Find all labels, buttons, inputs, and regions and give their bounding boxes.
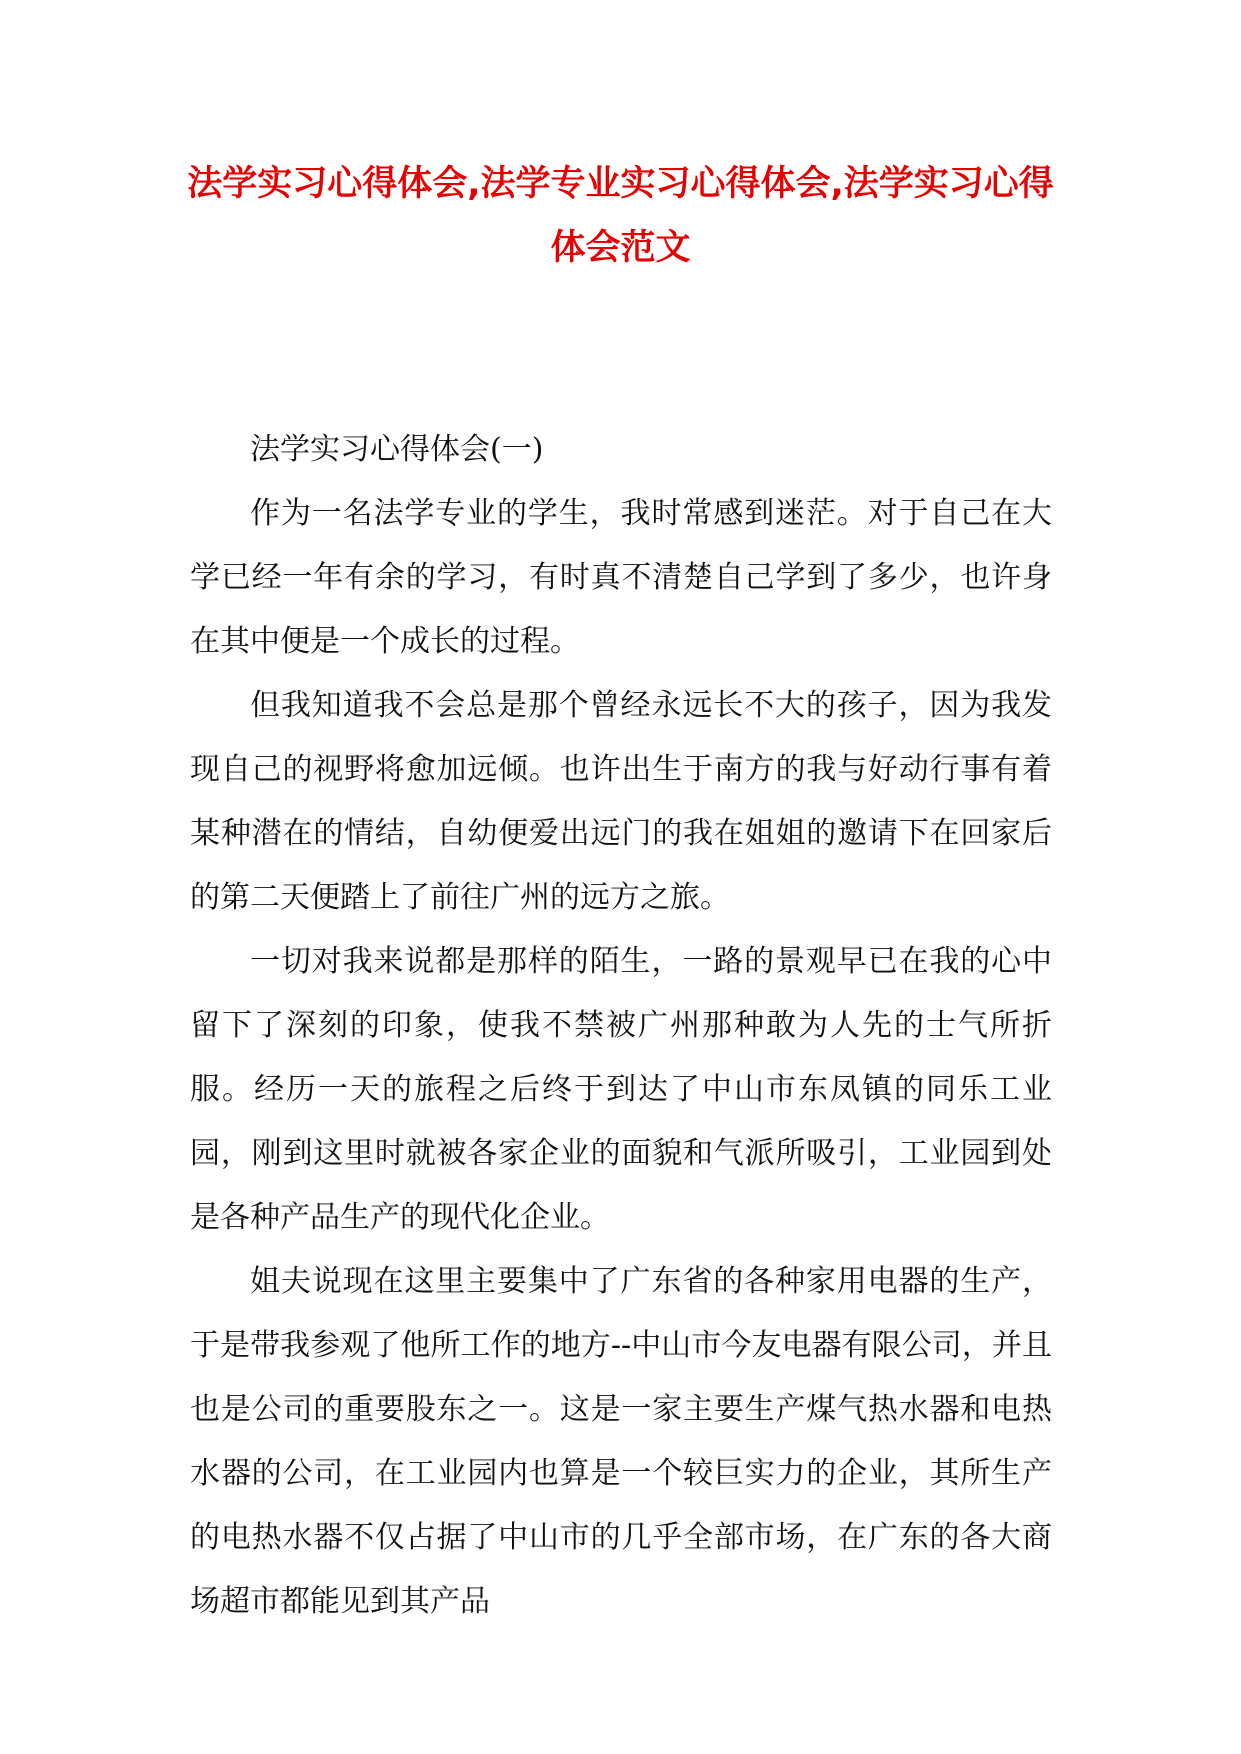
document-body bbox=[190, 418, 1052, 1634]
paragraph: 作为一名法学专业的学生，我时常感到迷茫。对于自己在大学已经一年有余的学习，有时真不清楚自己学到了多少，也许身在其中便是一个成长的过程。 bbox=[190, 496, 1052, 659]
paragraph: 一切对我来说都是那样的陌生，一路的景观早已在我的心中留下了深刻的印象，使我不禁被广州那种敢为人先的士气所折服。经历一天的旅程之后终于到达了中山市东凤镇的同乐工业园，刚到这里时就被各家企业的面貌和气派所吸引，工业园到处是各种产品生产的现代化企业。 bbox=[190, 944, 1052, 1235]
document-title: 法学实习心得体会,法学专业实习心得体会,法学实习心得体会范文 bbox=[187, 164, 1054, 268]
paragraph: 但我知道我不会总是那个曾经永远长不大的孩子，因为我发现自己的视野将愈加远倾。也许出生于南方的我与好动行事有着某种潜在的情结，自幼便爱出远门的我在姐姐的邀请下在回家后的第二天便踏上了前往广州的远方之旅。 bbox=[190, 688, 1052, 915]
paragraph: 姐夫说现在这里主要集中了广东省的各种家用电器的生产，于是带我参观了他所工作的地方--中山市今友电器有限公司，并且也是公司的重要股东之一。这是一家主要生产煤气热水器和电热水器的公司，在工业园内也算是一个较巨实力的企业，其所生产的电热水器不仅占据了中山市的几乎全部市场，在广东的各大商场超市都能见到其产品 bbox=[190, 1264, 1052, 1619]
section-heading: 法学实习心得体会(一) bbox=[250, 432, 544, 467]
